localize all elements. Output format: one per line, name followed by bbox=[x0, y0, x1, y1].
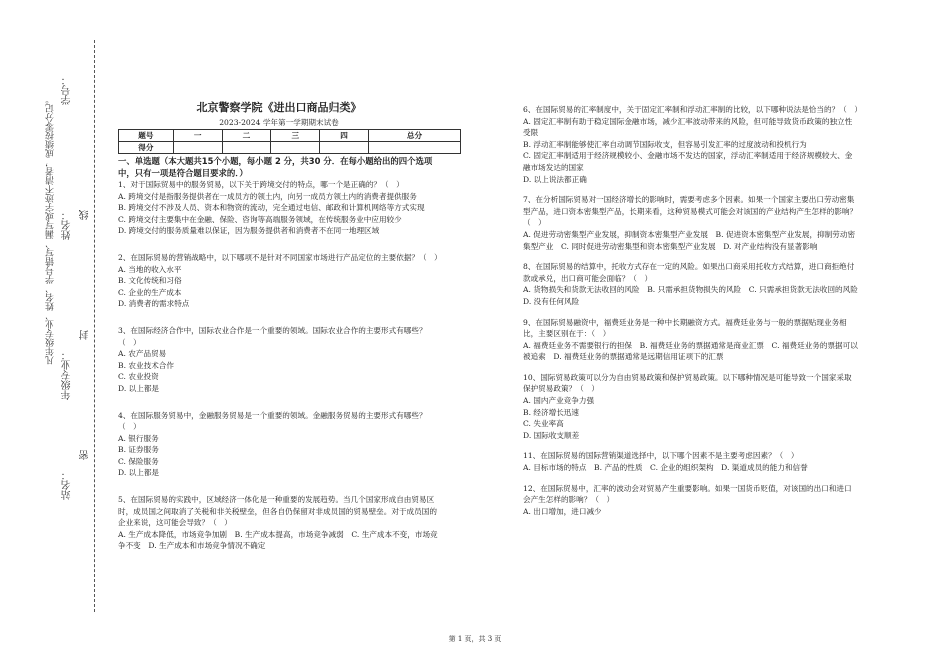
answer-option[interactable]: A. 固定汇率制有助于稳定国际金融市场，减少汇率波动带来的风险，但可能导致货币政策的独立性受限 bbox=[523, 116, 853, 138]
score-table-header-row bbox=[119, 130, 461, 142]
margin-warning: 凡年级专业、姓名、学号错写、漏写或字迹不清者，成绩按零分记。 bbox=[46, 95, 56, 365]
answer-option[interactable]: B. 农业技术合作 bbox=[118, 360, 174, 370]
score-table bbox=[118, 129, 461, 154]
answer-option[interactable]: C. 跨境交付主要集中在金融、保险、咨询等高端服务领域，在传统服务业中应用较少 bbox=[118, 214, 402, 224]
seal-mark-line: 线 bbox=[80, 210, 91, 220]
score-cell: 四 bbox=[320, 130, 369, 142]
question-stem: 7、在分析国际贸易对一国经济增长的影响时，需要考虑多个因素。如果一个国家主要出口劳动密集型产品，进口资本密集型产品，长期来看，这种贸易模式可能会对该国的产业结构产生怎样的影响？（ ） bbox=[523, 195, 858, 228]
question-block bbox=[118, 410, 440, 480]
seal-mark-seal: 封 bbox=[80, 330, 91, 340]
question-spacer bbox=[118, 395, 440, 410]
question-stem: 5、在国际贸易的实践中，区域经济一体化是一种重要的发展趋势。当几个国家形成自由贸易区时，成员国之间取消了关税和非关税壁垒，但各自仍保留对非成员国的贸易壁垒。对于成员国的企业来说，这可能会导致？（ ） bbox=[118, 495, 437, 528]
answer-option[interactable]: C. 保险服务 bbox=[118, 456, 159, 466]
seal-mark-secret: 密 bbox=[80, 450, 91, 460]
binding-dash-line bbox=[94, 40, 95, 612]
question-spacer bbox=[523, 474, 859, 483]
question-stem: 3、在国际经济合作中，国际农业合作是一个重要的领域。国际农业合作的主要形式有哪些？（ ） bbox=[118, 325, 427, 347]
question-block bbox=[118, 494, 440, 552]
score-cell: 得分 bbox=[119, 142, 174, 154]
answer-option[interactable]: A. 农产品贸易 bbox=[118, 349, 167, 359]
question-spacer bbox=[523, 441, 859, 450]
answer-option[interactable]: C. 固定汇率制适用于经济规模较小、金融市场不发达的国家，浮动汇率制适用于经济规模较大、金融市场发达的国家 bbox=[523, 151, 853, 172]
left-question-list bbox=[118, 179, 440, 552]
score-input-cell[interactable] bbox=[222, 142, 271, 154]
score-input-cell[interactable] bbox=[271, 142, 320, 154]
question-block bbox=[523, 372, 859, 442]
question-stem: 6、在国际贸易的汇率制度中，关于固定汇率制和浮动汇率制的比较，以下哪种说法是恰当的？（ ） bbox=[523, 105, 862, 114]
answer-option[interactable]: A. 货物损失和货款无法收回的风险 B. 只需承担货物损失的风险 C. 只需承担货款无法收回的风险 D. 没有任何风险 bbox=[523, 285, 866, 306]
right-question-list bbox=[523, 104, 866, 517]
page-footer: 第 1 页，共 3 页 bbox=[448, 635, 502, 643]
score-input-cell[interactable] bbox=[368, 142, 460, 154]
answer-option[interactable]: A. 银行服务 bbox=[118, 433, 159, 443]
answer-option[interactable]: A. 出口增加，进口减少 bbox=[523, 506, 602, 516]
school-label: 站名： bbox=[62, 470, 73, 500]
question-block bbox=[523, 194, 859, 252]
score-cell: 总分 bbox=[368, 130, 460, 142]
question-spacer bbox=[118, 310, 440, 325]
answer-option[interactable]: A. 促进劳动密集型产业发展，抑制资本密集型产业发展 B. 促进资本密集型产业发展，抑制劳动密集型产业 C. 同时促进劳动密集型和资本密集型产业发展 D. 对产业结构没有显著影响 bbox=[523, 229, 856, 251]
question-block bbox=[523, 261, 866, 307]
score-cell: 二 bbox=[222, 130, 271, 142]
question-stem: 1、对于国际贸易中的服务贸易，以下关于跨境交付的特点，哪一个是正确的？（ ） bbox=[118, 180, 404, 189]
answer-option[interactable]: D. 以上都是 bbox=[118, 383, 160, 393]
question-block bbox=[523, 317, 859, 363]
answer-option[interactable]: D. 国际收支顺差 bbox=[523, 430, 580, 440]
answer-option[interactable]: A. 目标市场的特点 B. 产品的性质 C. 企业的组织架构 D. 渠道成员的能力和信誉 bbox=[523, 463, 808, 473]
answer-option[interactable]: A. 福费廷业务不需要银行的担保 B. 福费廷业务的票据通常是商业汇票 C. 福费廷业务的票据可以被追索 D. 福费廷业务的票据通常是远期信用证项下的汇票 bbox=[523, 340, 858, 362]
question-block bbox=[523, 483, 859, 518]
answer-option[interactable]: B. 文化传统和习俗 bbox=[118, 276, 182, 286]
answer-option[interactable]: A. 跨境交付是指服务提供者在一成员方的领土内，向另一成员方领土内的消费者提供服务 bbox=[118, 191, 417, 201]
class-label: 年级专业： bbox=[62, 350, 73, 400]
section-heading: 一、单选题（本大题共15个小题，每小题 2 分，共30 分．在每小题给出的四个选项中，只有一项是符合题目要求的．） bbox=[118, 156, 433, 178]
student-id-label: 学号： bbox=[62, 75, 73, 105]
answer-option[interactable]: A. 国内产业竞争力强 bbox=[523, 396, 595, 406]
question-stem: 11、在国际贸易的国际营销渠道选择中，以下哪个因素不是主要考虑因素？（ ） bbox=[523, 451, 799, 461]
left-column bbox=[118, 155, 440, 552]
score-cell: 一 bbox=[173, 130, 222, 142]
question-block bbox=[118, 252, 440, 310]
answer-option[interactable]: C. 农业投资 bbox=[118, 372, 159, 382]
question-spacer bbox=[523, 252, 859, 261]
answer-option[interactable]: D. 以上说法都正确 bbox=[523, 174, 587, 184]
question-spacer bbox=[118, 479, 440, 494]
question-spacer bbox=[523, 308, 859, 317]
answer-option[interactable]: B. 跨境交付不涉及人员、资本和物资的流动，完全通过电信、邮政和计算机网络等方式实现 bbox=[118, 203, 425, 213]
question-stem: 4、在国际服务贸易中，金融服务贸易是一个重要的领域。金融服务贸易的主要形式有哪些？（ ） bbox=[118, 410, 427, 432]
right-column bbox=[523, 104, 866, 517]
question-block bbox=[118, 179, 440, 237]
score-cell: 三 bbox=[271, 130, 320, 142]
score-input-cell[interactable] bbox=[173, 142, 222, 154]
question-block bbox=[118, 325, 440, 395]
question-stem: 2、在国际贸易的营销战略中，以下哪项不是针对不同国家市场进行产品定位的主要依据？（ ） bbox=[118, 252, 442, 262]
question-stem: 8、在国际贸易的结算中，托收方式存在一定的风险。如果出口商采用托收方式结算，进口商拒绝付款或承兑，出口商可能会面临？（ ） bbox=[523, 262, 855, 283]
answer-option[interactable]: B. 经济增长迅速 bbox=[523, 407, 579, 417]
score-cell: 题号 bbox=[119, 130, 174, 142]
question-spacer bbox=[523, 185, 859, 194]
name-label: 姓名： bbox=[62, 210, 73, 240]
answer-option[interactable]: D. 以上都是 bbox=[118, 468, 160, 478]
question-stem: 12、在国际贸易中，汇率的波动会对贸易产生重要影响。如果一国货币贬值，对该国的出口和进口会产生怎样的影响？（ ） bbox=[523, 483, 852, 505]
question-spacer bbox=[523, 363, 859, 372]
exam-title: 北京警察学院《进出口商品归类》 bbox=[196, 101, 362, 114]
question-block bbox=[523, 450, 859, 473]
question-stem: 9、在国际贸易融资中，福费廷业务是一种中长期融资方式。福费廷业务与一般的票据贴现业务相比，主要区别在于：（ ） bbox=[523, 317, 847, 339]
exam-subtitle: 2023-2024 学年第一学期期末试卷 bbox=[219, 118, 339, 127]
question-spacer bbox=[118, 237, 440, 252]
answer-option[interactable]: A. 当地的收入水平 bbox=[118, 264, 182, 274]
answer-option[interactable]: C. 企业的生产成本 bbox=[118, 287, 182, 297]
answer-option[interactable]: B. 浮动汇率制能够使汇率自动调节国际收支，但容易引发汇率的过度波动和投机行为 bbox=[523, 139, 807, 149]
answer-option[interactable]: A. 生产成本降低，市场竞争加剧 B. 生产成本提高，市场竞争减弱 C. 生产成本不变，市场竞争不变 D. 生产成本和市场竞争情况不确定 bbox=[118, 529, 438, 551]
answer-option[interactable]: B. 证券服务 bbox=[118, 445, 159, 455]
answer-option[interactable]: D. 跨境交付的服务质量难以保证，因为服务提供者和消费者不在同一地理区域 bbox=[118, 226, 380, 236]
answer-option[interactable]: C. 失业率高 bbox=[523, 419, 564, 429]
score-table-score-row bbox=[119, 142, 461, 154]
answer-option[interactable]: D. 消费者的需求特点 bbox=[118, 299, 190, 309]
question-block bbox=[523, 104, 862, 185]
question-stem: 10、国际贸易政策可以分为自由贸易政策和保护贸易政策。以下哪种情况是可能导致一个国家采取保护贸易政策？（ ） bbox=[523, 372, 852, 394]
score-input-cell[interactable] bbox=[320, 142, 369, 154]
